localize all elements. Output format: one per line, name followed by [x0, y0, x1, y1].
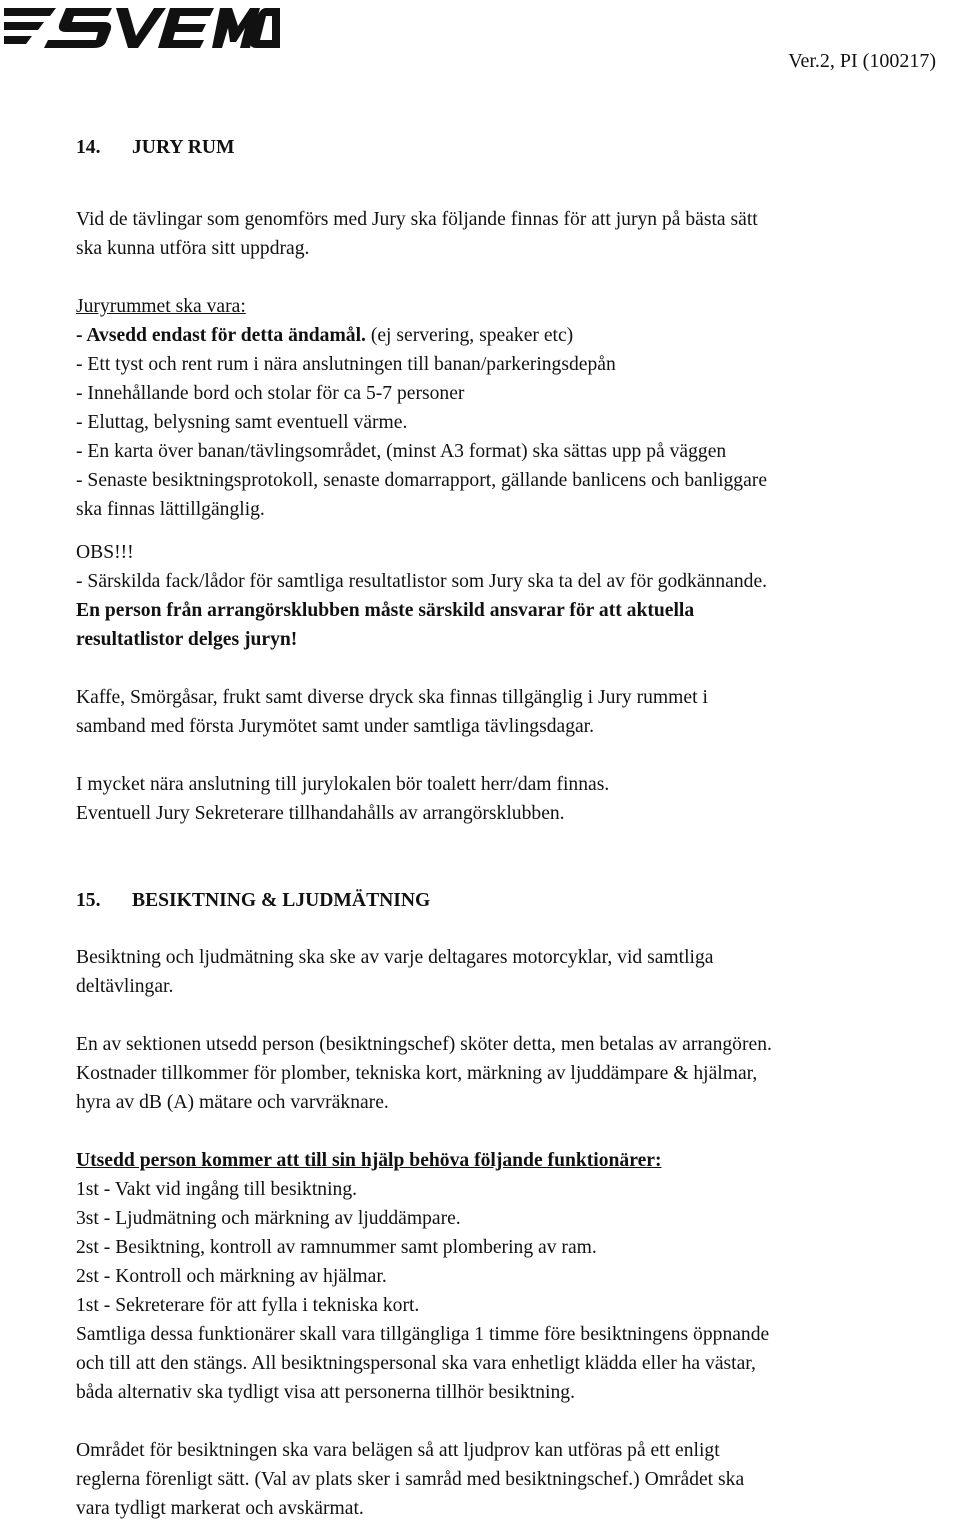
staff-item: 1st - Sekreterare för att fylla i tekniska kort. — [76, 1295, 420, 1316]
staff-item: 2st - Kontroll och märkning av hjälmar. — [76, 1266, 387, 1287]
staff-note-line: båda alternativ ska tydligt visa att personerna tillhör besiktning. — [76, 1382, 575, 1403]
obs-bold-line: resultatlistor delges juryn! — [76, 629, 298, 650]
section-14-number: 14. — [76, 137, 101, 158]
jury-room-item: - Eluttag, belysning samt eventuell värme. — [76, 412, 408, 433]
area-line: Området för besiktningen ska vara belägen så att ljudprov kan utföras på ett enligt — [76, 1440, 720, 1461]
staff-note-line: och till att den stängs. All besiktningspersonal ska vara enhetligt klädda eller ha västar, — [76, 1353, 756, 1374]
staff-note-line: Samtliga dessa funktionärer skall vara tillgängliga 1 timme före besiktningens öppnande — [76, 1324, 770, 1345]
section-14-heading — [76, 133, 956, 162]
area-line: vara tydligt markerat och avskärmat. — [76, 1498, 364, 1519]
cost-line: Kostnader tillkommer för plomber, tekniska kort, märkning av ljuddämpare & hjälmar, — [76, 1063, 758, 1084]
staff-label: Utsedd person kommer att till sin hjälp behöva följande funktionärer: — [76, 1150, 662, 1171]
obs-label: OBS!!! — [76, 542, 134, 563]
toilet-line: I mycket nära anslutning till jurylokalen bör toalett herr/dam finnas. — [76, 774, 610, 795]
section-15-intro-line: Besiktning och ljudmätning ska ske av varje deltagares motorcyklar, vid samtliga — [76, 947, 714, 968]
section-14-intro-line: Vid de tävlingar som genomförs med Jury ska följande finnas för att juryn på bästa sätt — [76, 209, 758, 230]
jury-room-item: - Senaste besiktningsprotokoll, senaste domarrapport, gällande banlicens och banliggare — [76, 470, 768, 491]
jury-room-label: Juryrummet ska vara: — [76, 296, 246, 317]
jury-room-item: - En karta över banan/tävlingsområdet, (minst A3 format) ska sättas upp på väggen — [76, 441, 727, 462]
coffee-line: samband med första Jurymötet samt under samtliga tävlingsdagar. — [76, 716, 595, 737]
jury-room-item — [76, 321, 956, 350]
document-body — [76, 133, 956, 1523]
jury-room-item: ska finnas lättillgänglig. — [76, 499, 265, 520]
staff-item: 3st - Ljudmätning och märkning av ljuddämpare. — [76, 1208, 461, 1229]
staff-item: 1st - Vakt vid ingång till besiktning. — [76, 1179, 358, 1200]
obs-bold-line: En person från arrangörsklubben måste särskild ansvarar för att aktuella — [76, 600, 695, 621]
section-14-title: JURY RUM — [132, 137, 235, 158]
section-15-title: BESIKTNING & LJUDMÄTNING — [132, 890, 431, 911]
jury-room-item-rest: (ej servering, speaker etc) — [365, 325, 574, 346]
section-15-heading — [76, 886, 956, 915]
cost-line: En av sektionen utsedd person (besiktningschef) sköter detta, men betalas av arrangören. — [76, 1034, 772, 1055]
section-15-number: 15. — [76, 890, 101, 911]
staff-item: 2st - Besiktning, kontroll av ramnummer samt plombering av ram. — [76, 1237, 597, 1258]
jury-room-item-bold: - Avsedd endast för detta ändamål. — [76, 325, 366, 346]
toilet-line: Eventuell Jury Sekreterare tillhandahålls av arrangörsklubben. — [76, 803, 565, 824]
jury-room-item: - Ett tyst och rent rum i nära anslutningen till banan/parkeringsdepån — [76, 354, 616, 375]
area-line: reglerna förenligt sätt. (Val av plats sker i samråd med besiktningschef.) Området ska — [76, 1469, 745, 1490]
svemo-logo — [4, 4, 280, 50]
obs-item: - Särskilda fack/lådor för samtliga resultatlistor som Jury ska ta del av för godkännande. — [76, 571, 768, 592]
jury-room-item: - Innehållande bord och stolar för ca 5-7 personer — [76, 383, 465, 404]
section-14-intro-line: ska kunna utföra sitt uppdrag. — [76, 238, 310, 259]
section-15-intro-line: deltävlingar. — [76, 976, 174, 997]
cost-line: hyra av dB (A) mätare och varvräknare. — [76, 1092, 389, 1113]
coffee-line: Kaffe, Smörgåsar, frukt samt diverse dryck ska finnas tillgänglig i Jury rummet i — [76, 687, 708, 708]
version-label: Ver.2, PI (100217) — [788, 50, 936, 72]
